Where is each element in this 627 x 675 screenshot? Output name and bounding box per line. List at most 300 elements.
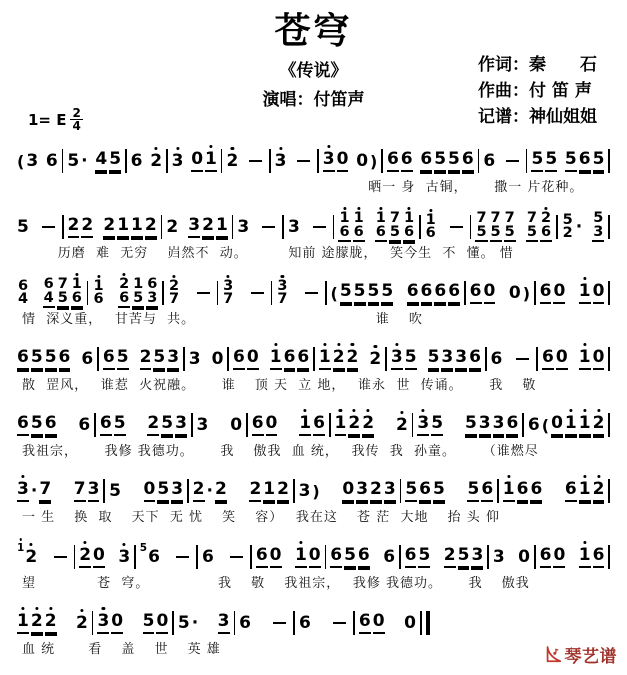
note: 2 [79,546,91,568]
barline [487,545,489,569]
note: 0 [404,612,416,633]
note: 5 [67,150,80,171]
note: 5 [117,348,129,370]
note: 3 [356,480,368,502]
notation-line-3 [16,268,613,312]
barline [485,347,487,371]
note: 5 [161,414,173,436]
barline [293,479,295,503]
note: 6 [330,546,342,568]
note: 1 [263,480,275,502]
barline [269,149,271,173]
barline [400,479,402,503]
note: 2 [202,216,214,238]
barline [74,545,76,569]
note: 2 [25,546,38,567]
note: 5 [143,612,155,634]
system-2 [0,202,627,268]
note: 2 [140,348,152,370]
chord-upper: 7 [57,276,68,292]
augmentation-dot: · [575,217,583,237]
note: 6 [201,546,214,567]
note: 5 [405,480,417,502]
note: 0 [518,546,530,567]
duration-dash [273,622,286,624]
barline [250,545,252,569]
note: 3 [384,480,396,502]
chord-note [375,212,387,242]
note: 2 [166,216,179,237]
chord-lower: 6 [403,223,415,240]
note: 6 [313,414,325,436]
note: 2 [145,216,157,238]
grace-note: 5 [139,542,148,554]
chord-upper: 1 [339,210,350,226]
note: 3 [26,150,39,171]
note: 0 [156,612,168,634]
note: 3 [417,414,429,436]
duration-dash [313,226,326,228]
barline [325,545,327,569]
note: 6 [256,546,268,568]
duration-dash [249,160,262,162]
barline [87,281,89,305]
augmentation-dot: · [81,151,88,171]
duration-dash [230,556,243,558]
chord-upper: 6 [18,277,29,294]
note: 6 [419,480,431,502]
augmentation-dot: · [191,613,199,633]
barline [497,479,499,503]
note: 6 [100,414,112,436]
notation-line-5 [16,400,613,444]
note: 2 [215,480,227,502]
chord-upper: 1 [93,277,104,294]
final-barline-thick [426,611,430,635]
note: 2 [249,480,261,502]
note: 6 [593,546,605,568]
note: 2 [147,414,159,436]
note: 3 [298,480,311,501]
note: 2 [362,414,374,436]
system-4 [0,334,627,400]
note: 0 [230,414,243,435]
chord-note [132,278,144,308]
chord-lower: 5 [504,223,515,240]
system-3 [0,268,627,334]
note: 3 [196,414,209,435]
open-paren: ( [541,415,550,435]
note: 1 [270,348,282,370]
duration-dash [251,292,264,294]
score-header [0,0,627,134]
note: 5 [381,282,393,304]
note: 6 [45,150,58,171]
chord-lower: 2 [562,225,573,241]
note: 4 [95,150,107,172]
note: 5 [431,414,443,436]
note: 3 [171,480,183,502]
note: 6 [542,348,554,370]
barline [419,215,421,239]
note: 5 [368,282,380,304]
note: 5 [177,612,190,633]
note: 2 [395,414,408,435]
watermark-text: 琴艺谱 [564,647,617,667]
close-paren: ) [522,283,530,303]
barline [317,149,319,173]
note: 5 [31,414,43,436]
chord-lower: 6 [353,223,364,240]
chord-note [17,277,29,307]
grace-note: 1 [17,542,25,554]
chord-lower: 6 [339,223,350,240]
note: 3 [441,348,453,370]
note: 3 [493,414,505,436]
barline [103,479,105,503]
lyrics-line-6: 一 生 换 取 天下 无 忧 笑 容） 我在这 苍 茫 大地 抬 头 仰 [21,510,500,525]
barline [353,611,355,635]
note: 2 [348,414,360,436]
chord-note [389,212,401,242]
duration-dash [42,226,55,228]
lyrics-line-1: 晒一 身 古铜， 撒一 片花种。 [368,180,584,195]
note: 6 [530,480,542,502]
note: 3 [118,546,131,567]
note: 2 [277,480,289,502]
note: 6 [383,546,396,567]
chord-lower: 5 [476,223,487,240]
note: 6 [45,414,57,436]
note: 0 [93,546,105,568]
note: 5 [340,282,352,304]
note: 6 [299,612,311,633]
barline [385,347,387,371]
barline [62,149,64,173]
note: 5 [433,480,445,502]
close-paren: ) [312,481,320,501]
chord-note [276,277,288,307]
chord-note [425,211,437,241]
note: 6 [358,546,370,568]
chord-lower: 4 [18,291,29,307]
key-tonic: 1= E [28,110,67,129]
notation-area [0,134,627,664]
barline [329,413,331,437]
barline [183,347,185,371]
chord-upper: 1 [353,210,364,226]
watermark [544,642,618,667]
note: 6 [483,150,496,171]
open-paren: ( [17,151,25,171]
duration-dash [305,292,318,294]
barline [478,149,480,173]
barline [412,413,414,437]
lyrics-line-3: 情 深义重， 甘苦与 共。 谁 吹 [21,312,423,327]
note: 5 [45,348,57,370]
system-8 [0,598,627,664]
transcriber-credit: 记谱：神仙姐姐 [478,107,597,127]
barline [608,545,610,569]
duration-dash [516,358,529,360]
note: 1 [299,414,311,436]
chord-lower: 7 [168,291,180,307]
duration-dash [197,292,210,294]
note: 6 [434,282,446,304]
note: 2 [31,612,43,634]
barline [234,611,236,635]
chord-upper: 5 [593,210,604,226]
note: 3 [287,216,300,237]
note: 6 [405,546,417,568]
note: 3 [455,348,467,370]
chord-lower: 6 [71,289,82,306]
duration-dash [333,622,346,624]
note: 6 [103,348,115,370]
note: 3 [188,348,201,369]
note: 3 [175,414,187,436]
note: 1 [319,348,331,370]
qinyipu-logo-icon [544,645,563,664]
note: 6 [59,348,71,370]
note: 3 [274,150,287,171]
note: 5 [405,348,417,370]
notation-line-1 [16,136,613,180]
note: 3 [167,348,179,370]
chord-lower: 3 [593,223,604,240]
note: 6 [421,282,433,304]
barline [125,149,127,173]
note: 2 [226,150,239,171]
note: 5 [434,150,446,172]
barline [464,281,466,305]
note: 3 [471,546,483,568]
system-7 [0,532,627,598]
note: 6 [407,282,419,304]
chord-lower: 5 [526,223,537,240]
chord-upper: 1 [375,210,386,226]
note: 1 [565,414,577,436]
chord-note [353,212,365,242]
duration-dash [297,160,310,162]
note: 2 [150,150,163,171]
note: 6 [470,282,482,304]
open-paren: ( [330,283,338,303]
note: 5 [114,414,126,436]
chord-upper: 3 [277,277,288,294]
barline [271,281,273,305]
note: 6 [448,282,460,304]
chord-note [592,212,604,242]
note: 2 [103,216,115,238]
barline [526,149,528,173]
duration-dash [450,226,463,228]
augmentation-dot: · [206,481,213,501]
note: 6 [565,480,577,502]
note: 6 [490,348,503,369]
note: 0 [553,282,565,304]
note: 3 [479,414,491,436]
note: 2 [193,480,205,502]
note: 1 [579,480,591,502]
note: 6 [540,282,552,304]
note: 0 [270,546,282,568]
chord-lower: 5 [490,223,501,240]
note: 3 [97,612,109,634]
lyrics-line-5: 我祖宗， 我修 我德功。 我 傲我 血 统， 我传 我 孙童。 （谁燃尽 [21,444,539,459]
chord-upper: 5 [562,211,573,228]
note: 6 [148,546,160,567]
chord-note [526,212,538,242]
duration-dash [262,226,275,228]
singer-credit: 演唱：付笛声 [262,90,365,110]
chord-note [168,277,180,307]
chord-note [118,278,130,308]
note: 0 [373,612,385,634]
duration-dash [54,556,67,558]
chord-lower: 4 [43,289,54,306]
barline [536,347,538,371]
chord-upper: 6 [43,276,54,292]
note: 6 [252,414,264,436]
barline [556,215,558,239]
barline [333,215,335,239]
chord-lower: 6 [119,289,130,306]
note: 3 [492,546,505,567]
note: 5 [465,414,477,436]
note: 0 [593,282,605,304]
note: 6 [481,480,493,502]
note: 5 [428,348,440,370]
note: 0 [551,414,563,436]
note: 0 [553,546,565,568]
chord-lower: 6 [425,225,436,241]
note: 2 [370,480,382,502]
note: 1 [131,216,143,238]
note: 5 [418,546,430,568]
barline [92,611,94,635]
chord-upper: 7 [526,210,537,226]
barline [325,281,327,305]
chord-lower: 7 [223,291,234,307]
barline [608,479,610,503]
note: 6 [469,348,481,370]
lyricist-credit: 作词：秦 石 [478,55,597,75]
note: 0 [247,348,259,370]
note: 5 [545,150,557,172]
note: 1 [216,216,228,238]
note: 3 [188,216,200,238]
note: 6 [579,150,591,172]
note: 1 [205,150,217,172]
note: 2 [81,216,93,238]
note: 6 [420,150,432,172]
chord-lower: 5 [389,223,400,240]
notation-line-2 [16,202,613,246]
chord-lower: 5 [133,289,144,306]
chord-lower: 5 [57,289,68,306]
note: 5 [448,150,460,172]
note: 5 [344,546,356,568]
note: 6 [387,150,399,172]
note: 1 [579,546,591,568]
note: 3 [391,348,403,370]
barline [162,281,164,305]
note: 2 [68,216,80,238]
note: 7 [39,480,51,502]
note: 5 [467,480,479,502]
note: 5 [593,150,605,172]
note: 6 [233,348,245,370]
barline [217,281,219,305]
note: 3 [218,612,230,634]
note: 1 [579,348,591,370]
chord-upper: 1 [71,276,82,292]
note: 5 [531,150,543,172]
chord-note [338,212,350,242]
note: 6 [78,414,91,435]
song-subtitle: 《传说》 [279,61,348,81]
note: 0 [356,150,369,171]
chord-upper: 7 [490,210,501,226]
chord-note [475,212,487,242]
note: 5 [31,348,43,370]
note: 5 [109,480,121,501]
notation-line-8 [16,598,613,642]
note: 6 [297,348,309,370]
chord-upper: 3 [223,277,234,294]
composer-credit: 作曲：付 笛 声 [478,81,592,101]
lyrics-line-8: 血 统 看 盖 世 英 雄 [21,642,221,657]
note: 2 [333,348,345,370]
note: 6 [17,348,29,370]
barline [282,215,284,239]
note: 6 [462,150,474,172]
note: 1 [503,480,515,502]
note: 6 [130,150,143,171]
note: 2 [45,612,57,634]
chord-upper: 7 [504,210,515,226]
barline [187,479,189,503]
chord-note [222,277,234,307]
chord-upper: 2 [119,276,130,292]
chord-upper: 7 [389,210,400,226]
note: 0 [111,612,123,634]
lyrics-line-2: 历磨 难 无穷 岿然不 动。 知前 途朦胧， 笑今生 不 懂。 惜 [57,246,514,261]
barline [534,545,536,569]
note: 2 [593,414,605,436]
barline [522,413,524,437]
barline [381,149,383,173]
chord-upper: 2 [540,210,552,226]
barline [293,611,295,635]
chord-upper: 1 [133,276,144,292]
note: 1 [579,414,591,436]
barline [134,545,136,569]
note: 3 [237,216,250,237]
note: 6 [81,348,94,369]
augmentation-dot: · [30,481,38,501]
chord-lower: 7 [277,291,288,307]
notation-line-7 [16,532,613,576]
barline [221,149,223,173]
note: 2 [593,480,605,502]
note: 5 [157,480,169,502]
note: 5 [458,546,470,568]
barline [166,149,168,173]
chord-note [57,278,69,308]
note: 3 [171,150,184,171]
